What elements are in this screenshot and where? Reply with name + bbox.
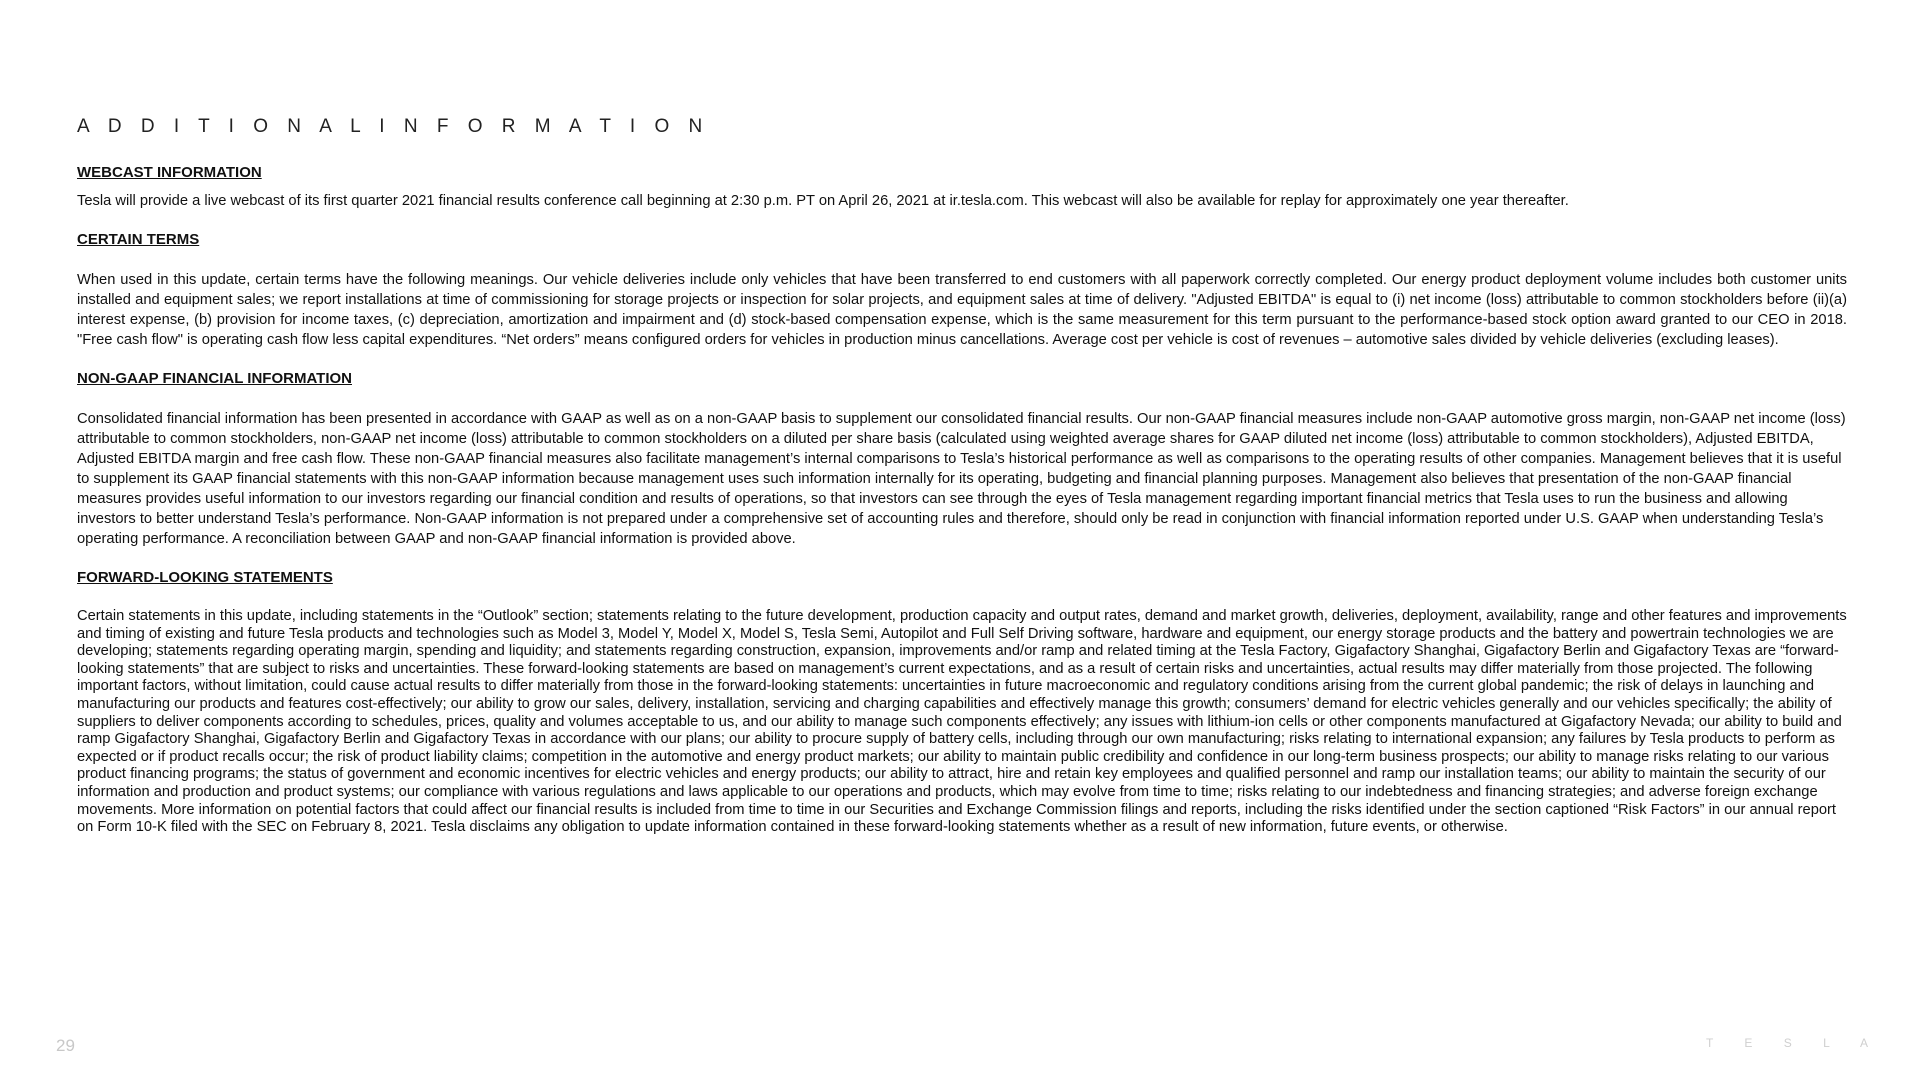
tesla-logo: T E S L A xyxy=(1705,1036,1882,1050)
non-gaap-body: Consolidated financial information has been presented in accordance with GAAP as well as on a non-GAAP basis to supplement our consolidated financial results. Our non-GAAP financial measures include non-GAAP automotive gross margin, non-GAAP net income (loss) attributable to common stockholders, non-GAAP net income (loss) attributable to common stockholders on a diluted per share basis (calculated using weighted average shares for GAAP diluted net income (loss) attributable to common stockholders), Adjusted EBITDA, Adjusted EBITDA margin and free cash flow. These non-GAAP financial measures also facilitate management’s internal comparisons to Tesla’s historical performance as well as comparisons to the operating results of other companies. Management believes that it is useful to supplement its GAAP financial statements with this non-GAAP information because management uses such information internally for its operating, budgeting and financial planning purposes. Management also believes that presentation of the non-GAAP financial measures provides useful information to our investors regarding our financial condition and results of operations, so that investors can see through the eyes of Tesla management regarding important financial metrics that Tesla uses to run the business and allowing investors to better understand Tesla’s performance. Non-GAAP information is not prepared under a comprehensive set of accounting rules and therefore, should only be read in conjunction with financial information reported under U.S. GAAP when understanding Tesla’s operating performance. A reconciliation between GAAP and non-GAAP financial information is provided above. xyxy=(77,411,1846,547)
forward-looking-body: Certain statements in this update, including statements in the “Outlook” section; statements relating to the future development, production capacity and output rates, demand and market growth, deliveries, deployment, availability, range and other features and improvements and timing of existing and future Tesla products and technologies such as Model 3, Model Y, Model X, Model S, Tesla Semi, Autopilot and Full Self Driving software, hardware and equipment, our energy storage products and the battery and powertrain technologies we are developing; statements regarding operating margin, spending and liquidity; and statements regarding construction, expansion, improvements and/or ramp and related timing at the Tesla Factory, Gigafactory Shanghai, Gigafactory Berlin and Gigafactory Texas are “forward-looking statements” that are subject to risks and uncertainties. These forward-looking statements are based on management’s current expectations, and as a result of certain risks and uncertainties, actual results may differ materially from those projected. The following important factors, without limitation, could cause actual results to differ materially from those in the forward-looking statements: uncertainties in future macroeconomic and regulatory conditions arising from the current global pandemic; the risk of delays in launching and manufacturing our products and features cost-effectively; our ability to grow our sales, delivery, installation, servicing and charging capabilities and effectively manage this growth; consumers’ demand for electric vehicles generally and our vehicles specifically; the ability of suppliers to deliver components according to schedules, prices, quality and volumes acceptable to us, and our ability to manage such components effectively; any issues with lithium-ion cells or other components manufactured at Gigafactory Nevada; our ability to build and ramp Gigafactory Shanghai, Gigafactory Berlin and Gigafactory Texas in accordance with our plans; our ability to procure supply of battery cells, including through our own manufacturing; risks relating to international expansion; any failures by Tesla products to perform as expected or if product recalls occur; the risk of product liability claims; competition in the automotive and energy product markets; our ability to maintain public credibility and confidence in our long-term business prospects; our ability to manage risks relating to our various product financing programs; the status of government and economic incentives for electric vehicles and energy products; our ability to attract, hire and retain key employees and qualified personnel and ramp our installation teams; our ability to maintain the security of our information and production and product systems; our compliance with various regulations and laws applicable to our operations and products, which may evolve from time to time; risks relating to our indebtedness and financing strategies; and adverse foreign exchange movements. More information on potential factors that could affect our financial results is included from time to time in our Securities and Exchange Commission filings and reports, including the risks identified under the section captioned “Risk Factors” in our annual report on Form 10-K filed with the SEC on February 8, 2021. Tesla disclaims any obligation to update information contained in these forward-looking statements whether as a result of new information, future events, or otherwise. xyxy=(77,608,1847,836)
certain-terms-body: When used in this update, certain terms have the following meanings. Our vehicle deliveries include only vehicles that have been transferred to end customers with all paperwork correctly completed. Our energy product deployment volume includes both customer units installed and equipment sales; we report installations at time of commissioning for storage projects or inspection for solar projects, and equipment sales at time of delivery. "Adjusted EBITDA" is equal to (i) net income (loss) attributable to common stockholders before (ii)(a) interest expense, (b) provision for income taxes, (c) depreciation, amortization and impairment and (d) stock-based compensation expense, which is the same measurement for this term pursuant to the performance-based stock option award granted to our CEO in 2018. "Free cash flow" is operating cash flow less capital expenditures. “Net orders” means configured orders for vehicles in production minus cancellations. Average cost per vehicle is cost of revenues – automotive sales divided by vehicle deliveries (excluding leases). xyxy=(77,272,1847,348)
webcast-heading: WEBCAST INFORMATION xyxy=(77,164,262,181)
page-title: A D D I T I O N A L I N F O R M A T I O N xyxy=(77,116,710,137)
document-page xyxy=(77,116,1847,857)
forward-looking-heading: FORWARD-LOOKING STATEMENTS xyxy=(77,569,333,586)
webcast-body: Tesla will provide a live webcast of its first quarter 2021 financial results conference call beginning at 2:30 p.m. PT on April 26, 2021 at ir.tesla.com. This webcast will also be available for replay for approximately one year thereafter. xyxy=(77,193,1569,209)
certain-terms-heading: CERTAIN TERMS xyxy=(77,231,200,248)
page-number: 29 xyxy=(56,1036,75,1055)
non-gaap-heading: NON-GAAP FINANCIAL INFORMATION xyxy=(77,370,352,387)
